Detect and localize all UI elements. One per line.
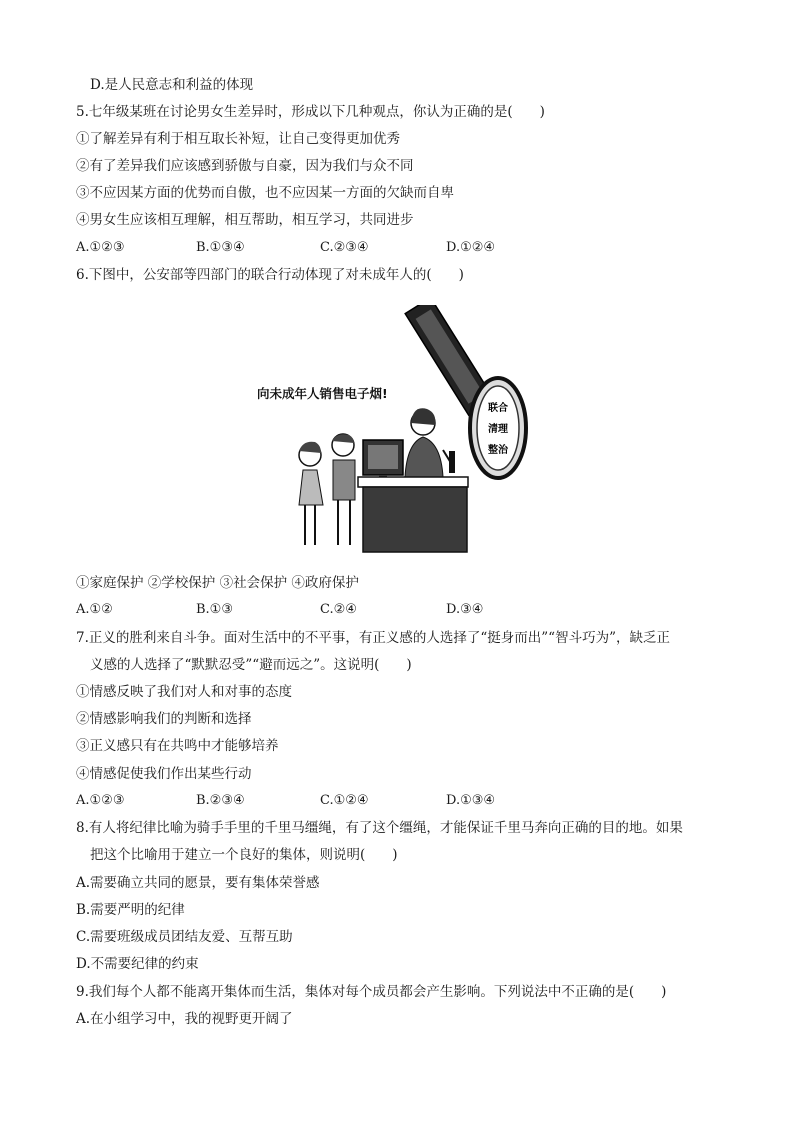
question-9-stem: 9.我们每个人都不能离开集体而生活，集体对每个成员都会产生影响。下列说法中不正确的是( ) [76, 984, 667, 1000]
q7-option-b: B.②③④ [196, 793, 245, 808]
q6-statements: ①家庭保护 ②学校保护 ③社会保护 ④政府保护 [76, 575, 359, 591]
q6-option-c: C.②④ [320, 602, 357, 617]
q5-statement-3: ③不应因某方面的优势而自傲，也不应因某一方面的欠缺而自卑 [76, 185, 454, 201]
q5-statement-4: ④男女生应该相互理解，相互帮助，相互学习，共同进步 [76, 212, 414, 228]
cartoon-illustration [255, 305, 535, 555]
q6-option-d: D.③④ [446, 602, 484, 617]
question-7-stem-line1: 7.正义的胜利来自斗争。面对生活中的不平事，有正义感的人选择了“挺身而出”“智斗巧为”，缺乏正 [76, 630, 670, 646]
question-7-stem-line2: 义感的人选择了“默默忍受”“避而远之”。这说明( ) [90, 657, 412, 673]
q5-option-d: D.①②④ [446, 240, 496, 255]
stamp-text-2: 清理 [488, 424, 508, 435]
q4-option-d: D.是人民意志和利益的体现 [90, 77, 254, 93]
q7-option-d: D.①③④ [446, 793, 496, 808]
q9-option-a: A.在小组学习中，我的视野更开阔了 [76, 1011, 293, 1027]
q8-option-a: A.需要确立共同的愿景，要有集体荣誉感 [76, 875, 320, 891]
question-8-stem-line1: 8.有人将纪律比喻为骑手手里的千里马缰绳，有了这个缰绳，才能保证千里马奔向正确的目的地。如果 [76, 820, 683, 836]
q7-statement-3: ③正义感只有在共鸣中才能够培养 [76, 738, 279, 754]
figure-caption: 向未成年人销售电子烟! [257, 386, 388, 401]
stamp-text-1: 联合 [488, 403, 508, 414]
q8-option-d: D.不需要纪律的约束 [76, 956, 199, 972]
q7-statement-1: ①情感反映了我们对人和对事的态度 [76, 684, 292, 700]
q5-option-a: A.①②③ [76, 240, 125, 255]
q6-option-a: A.①② [76, 602, 113, 617]
question-5-stem: 5.七年级某班在讨论男女生差异时，形成以下几种观点，你认为正确的是( ) [76, 104, 545, 120]
q7-statement-4: ④情感促使我们作出某些行动 [76, 766, 252, 782]
q5-statement-2: ②有了差异我们应该感到骄傲与自豪，因为我们与众不同 [76, 158, 414, 174]
q5-option-c: C.②③④ [320, 240, 369, 255]
q7-option-a: A.①②③ [76, 793, 125, 808]
q5-option-b: B.①③④ [196, 240, 245, 255]
q8-option-b: B.需要严明的纪律 [76, 902, 185, 918]
question-6-stem: 6.下图中，公安部等四部门的联合行动体现了对未成年人的( ) [76, 267, 464, 283]
q6-option-b: B.①③ [196, 602, 233, 617]
stamp-text-3: 整治 [488, 445, 508, 456]
q7-statement-2: ②情感影响我们的判断和选择 [76, 711, 252, 727]
question-8-stem-line2: 把这个比喻用于建立一个良好的集体，则说明( ) [90, 847, 398, 863]
q8-option-c: C.需要班级成员团结友爱、互帮互助 [76, 929, 293, 945]
q5-statement-1: ①了解差异有利于相互取长补短，让自己变得更加优秀 [76, 131, 400, 147]
q7-option-c: C.①②④ [320, 793, 369, 808]
